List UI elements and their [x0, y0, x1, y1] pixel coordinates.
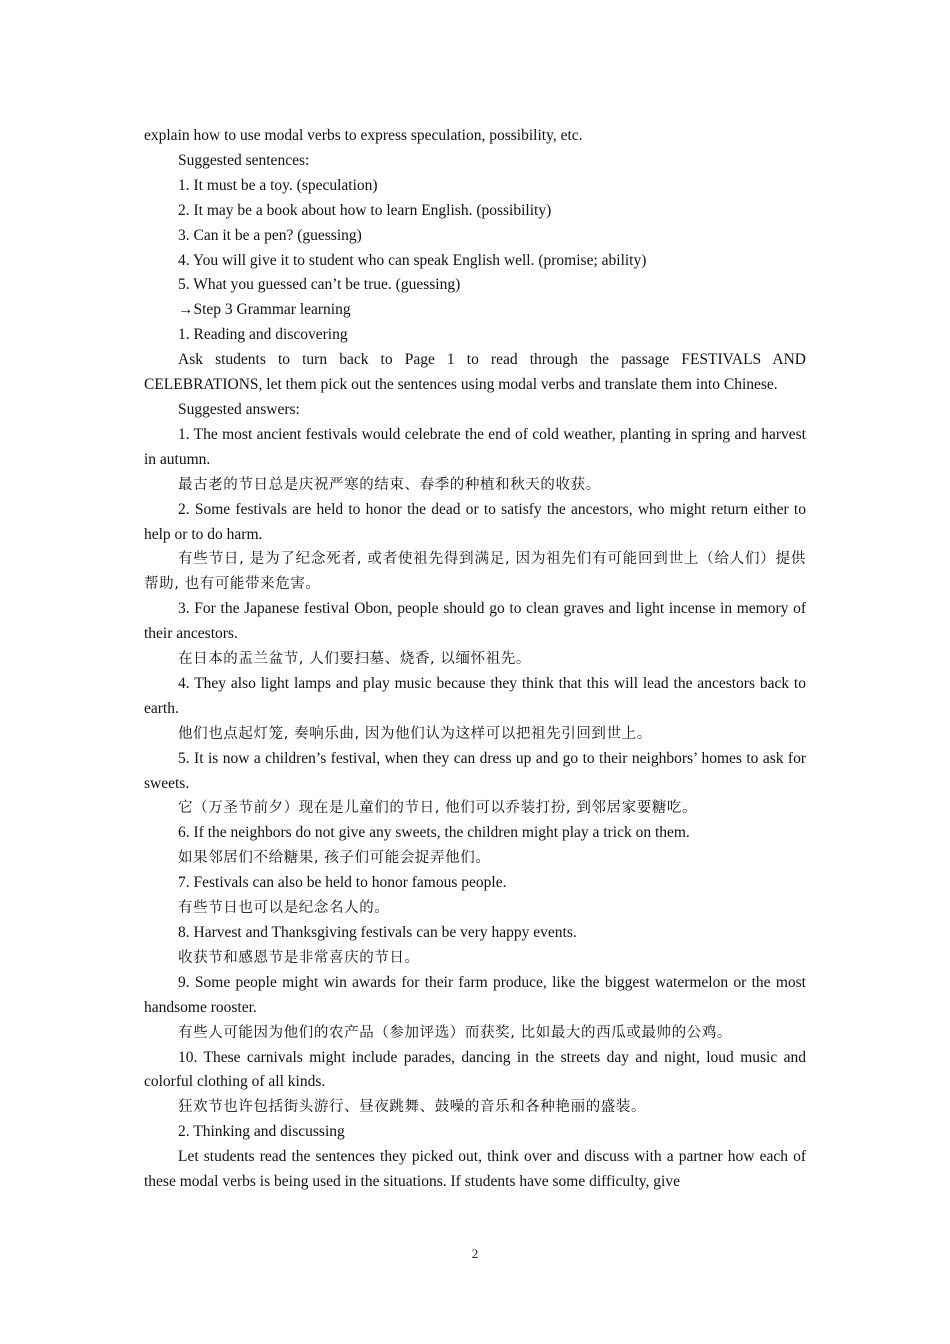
translation-line: 如果邻居们不给糖果, 孩子们可能会捉弄他们。: [178, 850, 491, 867]
text-line: 5. It is now a children’s festival, when they can dress up and go to their neighbors’ homes to ask for sweets.: [144, 749, 806, 792]
page-number: 2: [471, 1246, 479, 1261]
text-line: Ask students to turn back to Page 1 to read through the passage FESTIVALS AND CELEBRATIONS, let them pick out the sentences using modal verbs and translate them into Chinese.: [144, 351, 806, 394]
translation-line: 最古老的节日总是庆祝严寒的结束、春季的种植和秋天的收获。: [178, 476, 601, 493]
text-line: 10. These carnivals might include parades, dancing in the streets day and night, loud music and colorful clothing of all kinds.: [144, 1048, 806, 1091]
text-line: 3. Can it be a pen? (guessing): [178, 226, 362, 244]
text-line: 3. For the Japanese festival Obon, people should go to clean graves and light incense in memory of their ancestors.: [144, 600, 806, 643]
text-line: 5. What you guessed can’t be true. (guessing): [178, 276, 461, 294]
text-line: 7. Festivals can also be held to honor famous people.: [178, 874, 507, 892]
text-line: 8. Harvest and Thanksgiving festivals can be very happy events.: [178, 924, 577, 941]
text-line: Let students read the sentences they picked out, think over and discuss with a partner how each of these modal verbs is being used in the situations. If students have some difficulty, give: [144, 1148, 806, 1191]
translation-line: 有些节日, 是为了纪念死者, 或者使祖先得到满足, 因为祖先们有可能回到世上（给人们）提供帮助, 也有可能带来危害。: [144, 551, 806, 593]
text-line: Suggested sentences:: [178, 151, 310, 169]
translation-line: 有些人可能因为他们的农产品（参加评选）而获奖, 比如最大的西瓜或最帅的公鸡。: [178, 1024, 733, 1041]
text-line: 2. Some festivals are held to honor the dead or to satisfy the ancestors, who might return either to help or to do harm.: [144, 500, 806, 543]
translation-line: 他们也点起灯笼, 奏响乐曲, 因为他们认为这样可以把祖先引回到世上。: [178, 725, 652, 742]
text-line: explain how to use modal verbs to express speculation, possibility, etc.: [144, 127, 583, 144]
text-line: 1. The most ancient festivals would celebrate the end of cold weather, planting in spring and harvest in autumn.: [144, 425, 806, 468]
text-line: 6. If the neighbors do not give any sweets, the children might play a trick on them.: [178, 824, 690, 842]
text-line: 2. It may be a book about how to learn English. (possibility): [178, 201, 552, 219]
text-line: 2. Thinking and discussing: [178, 1123, 345, 1141]
translation-line: 有些节日也可以是纪念名人的。: [178, 900, 390, 917]
text-line: Suggested answers:: [178, 400, 300, 418]
text-line: →Step 3 Grammar learning: [178, 301, 351, 319]
translation-line: 它（万圣节前夕）现在是儿童们的节日, 他们可以乔装打扮, 到邻居家要糖吃。: [178, 800, 698, 817]
document-body: [144, 124, 806, 1195]
translation-line: 收获节和感恩节是非常喜庆的节日。: [178, 949, 420, 966]
text-line: 9. Some people might win awards for their farm produce, like the biggest watermelon or the most handsome rooster.: [144, 973, 806, 1016]
text-line: 4. You will give it to student who can speak English well. (promise; ability): [178, 251, 647, 269]
text-line: 4. They also light lamps and play music because they think that this will lead the ancestors back to earth.: [144, 674, 806, 717]
translation-line: 狂欢节也许包括街头游行、昼夜跳舞、鼓噪的音乐和各种艳丽的盛装。: [178, 1099, 647, 1116]
text-line: 1. Reading and discovering: [178, 326, 348, 344]
text-line: 1. It must be a toy. (speculation): [178, 176, 378, 194]
translation-line: 在日本的盂兰盆节, 人们要扫墓、烧香, 以缅怀祖先。: [178, 651, 532, 668]
